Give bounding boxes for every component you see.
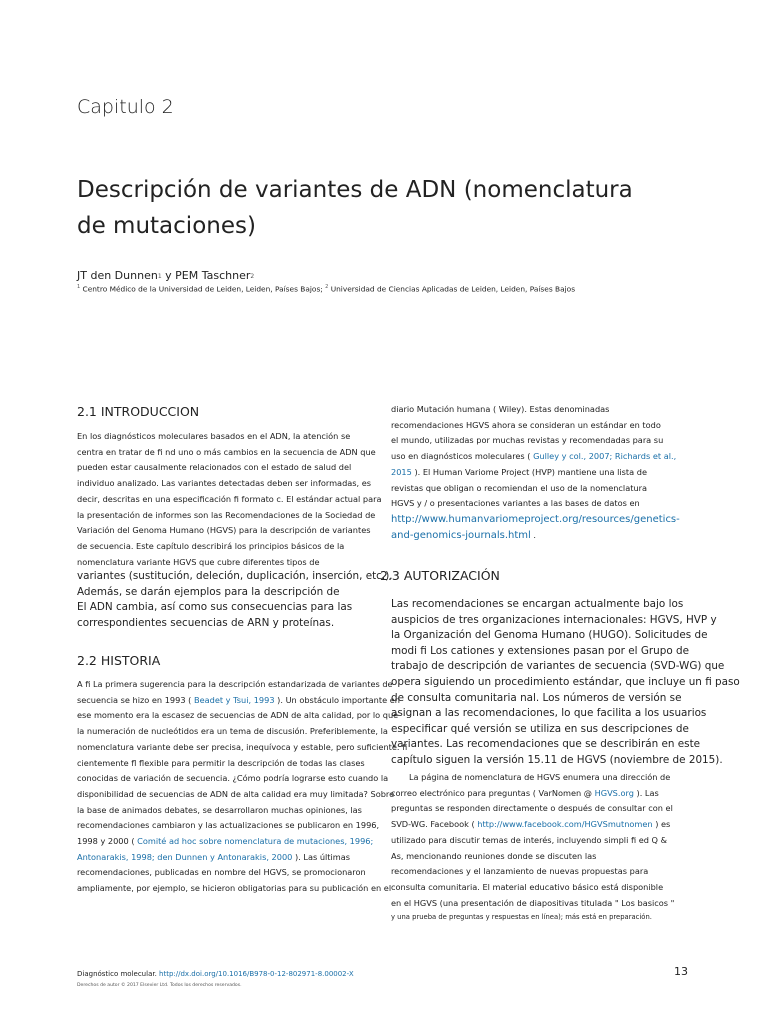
text-line: Variación del Genoma Humano (HGVS) para la descripción de variantes [77, 525, 371, 536]
text-line: nomenclatura variante debe ser precisa, inequívoca y estable, pero suficiente. fi [77, 741, 408, 752]
text-fragment: ). Las [633, 787, 659, 798]
text-line: modi fi Los cationes y extensiones pasan por el Grupo de [391, 644, 689, 657]
author-1-affiliation-marker: 1 [157, 273, 162, 280]
text-line: ampliamente, por ejemplo, se hicieron obligatorias para su publicación en el [77, 883, 392, 894]
text-line [391, 465, 711, 481]
author-1: JT den Dunnen [77, 269, 158, 282]
section-heading-autorizacion: 2.3 AUTORIZACIÓN [380, 568, 500, 583]
text-line: diario Mutación humana ( Wiley). Estas denominadas [391, 404, 610, 414]
chapter-label: Capitulo 2 [77, 96, 174, 118]
footer-journal-citation [77, 970, 354, 978]
text-line: Además, se darán ejemplos para la descripción de [77, 585, 340, 598]
text-line: la Organización del Genoma Humano (HUGO). Solicitudes de [391, 629, 708, 642]
section-heading-introduccion: 2.1 INTRODUCCION [77, 404, 200, 419]
author-2-affiliation-marker: 2 [250, 273, 255, 280]
text-line: revistas que obligan o recomiendan el uso de la nomenclatura [391, 482, 648, 493]
text-line [391, 817, 721, 833]
text-line: en el HGVS (una presentación de diapositivas titulada " Los basicos " [391, 897, 675, 908]
url-link-hgvs-org[interactable]: HGVS.org [594, 787, 634, 798]
text-fragment: correo electrónico para preguntas ( VarNomen @ [391, 787, 595, 798]
chapter-title [77, 172, 697, 244]
section-body-autorizacion [391, 597, 740, 769]
section-heading-historia: 2.2 HISTORIA [77, 653, 161, 668]
text-line: de secuencia. Este capítulo describirá los principios básicos de la [77, 540, 345, 551]
text-fragment: uso en diagnósticos moleculares ( [391, 451, 534, 462]
text-line [77, 693, 400, 709]
historia-continued [391, 402, 711, 543]
title-line-2: de mutaciones) [77, 213, 256, 239]
text-fragment: SVD-WG. Facebook ( [391, 819, 478, 830]
footer-copyright: Derechos de autor © 2017 Elsevier Ltd. Todos los derechos reservados. [77, 983, 242, 988]
text-line: El ADN cambia, así como sus consecuencias para las [77, 601, 353, 614]
text-fragment: ). Un obstáculo importante en [274, 694, 400, 705]
section-body-introduccion [77, 429, 382, 570]
text-line: consulta comunitaria. El material educativo básico está disponible [391, 881, 664, 892]
text-line: opera siguiendo un procedimiento estándar, que incluye un fi paso [391, 675, 740, 688]
text-fragment: . [530, 529, 537, 540]
section-body-historia [77, 677, 408, 897]
page-number: 13 [674, 965, 688, 978]
text-line: recomendaciones, publicadas en nombre del HGVS, se promocionaron [77, 867, 366, 878]
text-line [77, 850, 377, 866]
text-line: el mundo, utilizadas por muchas revistas y recomendadas para su [391, 435, 664, 446]
citation-link-richards-2015[interactable]: 2015 [391, 466, 412, 477]
text-line: trabajo de descripción de variantes de secuencia (SVD-WG) que [391, 660, 725, 673]
autorizacion-paragraph-2 [391, 770, 721, 911]
url-link-humanvariomeproject-cont[interactable]: and-genomics-journals.html [391, 529, 531, 541]
text-line: recomendaciones HGVS ahora se consideran un estándar en todo [391, 419, 661, 430]
text-line: cientemente fl flexible para permitir la descripción de todas las clases [77, 757, 365, 768]
text-line: decir, descritas en una especificación fi formato c. El estándar actual para [77, 493, 382, 504]
citation-link-gulley[interactable]: Gulley y col., 2007; Richards et al., [533, 451, 677, 462]
footnote-text: y una prueba de preguntas y respuestas en línea); más está en preparación. [391, 913, 652, 921]
text-line [391, 528, 711, 544]
url-link-facebook[interactable]: http://www.facebook.com/HGVSmutnomen [477, 819, 653, 830]
text-line [391, 449, 711, 465]
text-line: pueden estar causalmente relacionados con el estado de salud del [77, 462, 352, 473]
text-line: auspicios de tres organizaciones internacionales: HGVS, HVP y [391, 613, 717, 626]
text-line: la numeración de nucleótidos era un tema de discusión. Preferiblemente, la [77, 726, 388, 737]
text-line: asignan a las recomendaciones, lo que facilita a los usuarios [391, 707, 707, 720]
text-line: correspondientes secuencias de ARN y proteínas. [77, 616, 335, 629]
text-line: variantes (sustitución, deleción, duplicación, inserción, etc.). [77, 570, 393, 582]
text-line: En los diagnósticos moleculares basados en el ADN, la atención se [77, 431, 351, 441]
title-line-1: Descripción de variantes de ADN (nomenclatura [77, 177, 633, 203]
text-line: HGVS y / o presentaciones variantes a las bases de datos en [391, 498, 640, 509]
affiliation-2-marker: 2 [325, 284, 329, 290]
text-line: As, mencionando reuniones donde se discuten las [391, 850, 597, 861]
text-line: recomendaciones y el lanzamiento de nuevas propuestas para [391, 866, 649, 877]
doi-link[interactable]: http://dx.doi.org/10.1016/B978-0-12-802971-8.00002-X [159, 970, 354, 978]
text-line: especificar qué versión se utiliza en sus descripciones de [391, 722, 689, 735]
text-line: individuo analizado. Las variantes detectadas deben ser informadas, es [77, 478, 372, 489]
text-line: disponibilidad de secuencias de ADN de alta calidad era muy limitada? Sobre [77, 788, 395, 799]
text-line: recomendaciones cambiaron y las actualizaciones se publicaron en 1996, [77, 820, 380, 831]
citation-link-comite-ad-hoc[interactable]: Comité ad hoc sobre nomenclatura de mutaciones, 1996; [137, 836, 374, 847]
text-line: la base de animados debates, se desarrollaron muchas opiniones, las [77, 804, 362, 815]
text-fragment: 1998 y 2000 ( [77, 836, 138, 847]
author-2: y PEM Taschner [161, 269, 251, 282]
text-line: capítulo siguen la versión 15.11 de HGVS (noviembre de 2015). [391, 753, 723, 766]
affiliation-1: Centro Médico de la Universidad de Leiden, Leiden, Países Bajos; [80, 284, 323, 294]
text-fragment: ) es [652, 819, 671, 830]
text-line: la presentación de informes son las Recomendaciones de la Sociedad de [77, 509, 376, 520]
text-line: ese momento era la escasez de secuencias de ADN de alta calidad, por lo que [77, 710, 399, 721]
url-link-humanvariomeproject[interactable]: http://www.humanvariomeproject.org/resources/genetics- [391, 513, 680, 525]
journal-name: Diagnóstico molecular. [77, 970, 160, 978]
text-fragment: secuencia se hizo en 1993 ( [77, 694, 194, 705]
text-fragment: ). Las últimas [292, 851, 351, 862]
text-line: La página de nomenclatura de HGVS enumera una dirección de [409, 772, 671, 782]
text-fragment: ). El Human Variome Project (HVP) mantiene una lista de [411, 466, 647, 477]
text-line [391, 786, 721, 802]
text-line: variantes. Las recomendaciones que se describirán en este [391, 738, 701, 751]
authors [77, 269, 254, 282]
affiliation-1-marker: 1 [77, 284, 81, 290]
text-line: centra en tratar de fi nd uno o más cambios en la secuencia de ADN que [77, 446, 376, 457]
text-line: conocidas de variación de secuencia. ¿Cómo podría lograrse esto cuando la [77, 773, 389, 784]
text-line: preguntas se responden directamente o después de consultar con el [391, 803, 673, 814]
section-body-introduccion-continued [77, 569, 393, 631]
affiliation-2: Universidad de Ciencias Aplicadas de Leiden, Leiden, Países Bajos [328, 284, 576, 294]
citation-link-antonarakis[interactable]: Antonarakis, 1998; den Dunnen y Antonarakis, 2000 [77, 851, 293, 862]
text-line: A fi La primera sugerencia para la descripción estandarizada de variantes de [77, 679, 393, 689]
citation-link-beadet-tsui[interactable]: Beadet y Tsui, 1993 [193, 694, 275, 705]
text-line: utilizado para discutir temas de interés, incluyendo simpli fi ed Q & [391, 834, 667, 845]
text-line: de consulta comunitaria nal. Los números de versión se [391, 691, 682, 704]
text-line [391, 512, 711, 528]
text-line [77, 834, 377, 850]
affiliations [77, 284, 575, 293]
text-line: nomenclatura variante HGVS que cubre diferentes tipos de [77, 556, 320, 567]
text-line: Las recomendaciones se encargan actualmente bajo los [391, 598, 684, 610]
